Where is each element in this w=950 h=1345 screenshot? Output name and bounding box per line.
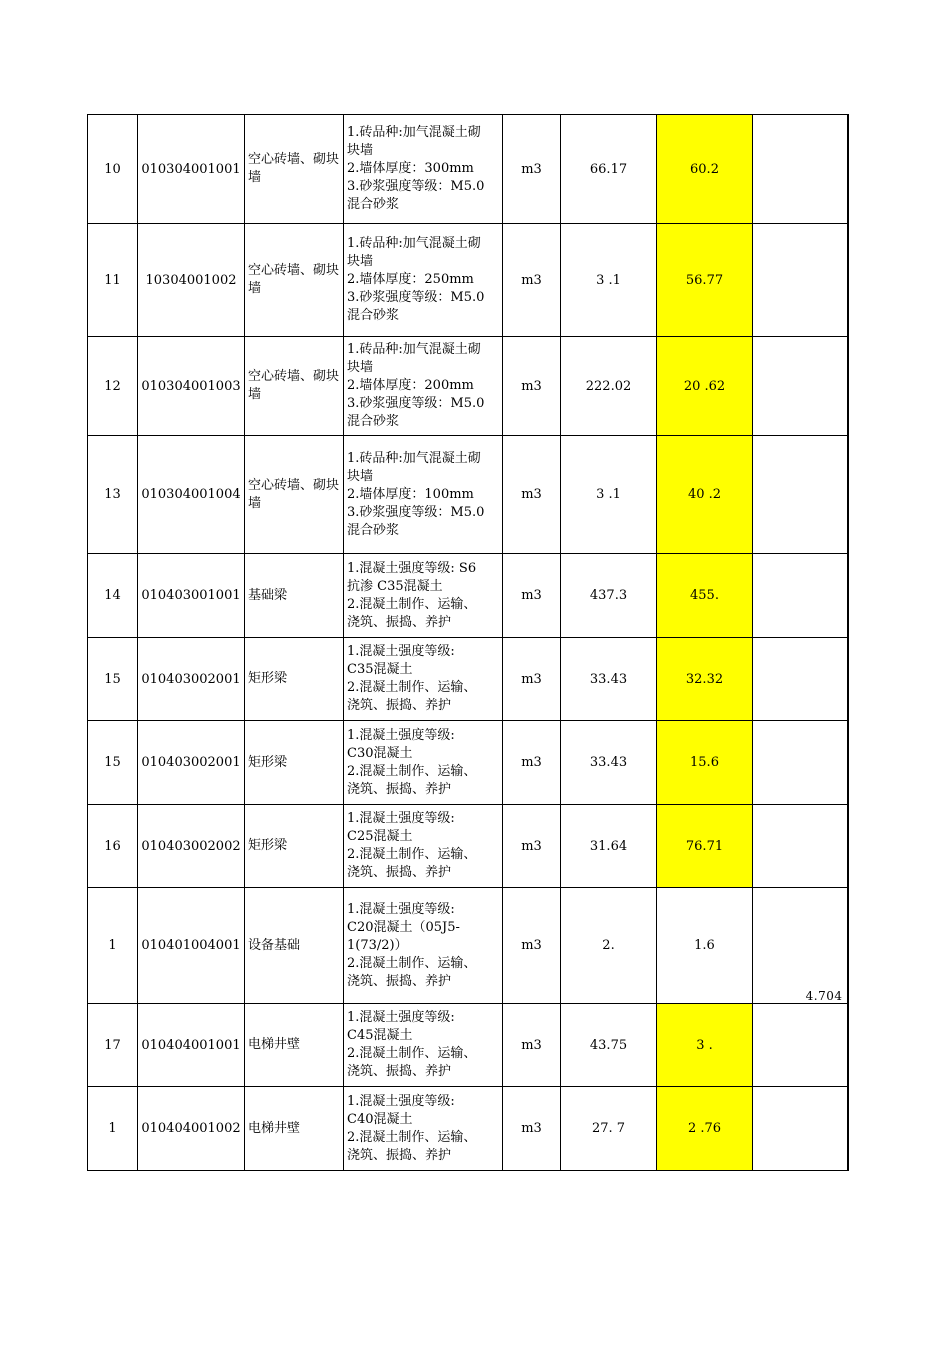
- unit-cell: m3: [503, 224, 561, 337]
- adjusted-quantity-cell: 455.: [657, 554, 753, 638]
- description-line: 2.混凝土制作、运输、: [347, 1129, 477, 1145]
- unit-cell: m3: [503, 638, 561, 721]
- quantities-table: [87, 114, 849, 1171]
- description-line: C35混凝土: [347, 662, 413, 677]
- item-name-cell: [245, 224, 344, 337]
- table-row: [88, 224, 848, 337]
- remark-cell: [753, 888, 848, 1004]
- description-line: 2.混凝土制作、运输、: [347, 763, 477, 779]
- table-row: [88, 337, 848, 436]
- item-code-cell: 010404001001: [138, 1004, 245, 1087]
- description-line: 1.混凝土强度等级: S6: [347, 560, 477, 576]
- unit-cell: m3: [503, 721, 561, 805]
- item-number-cell: 11: [88, 224, 138, 337]
- item-number-cell: 1: [88, 888, 138, 1004]
- remark-cell: [753, 1087, 848, 1171]
- description-line: 混合砂浆: [347, 197, 400, 212]
- table-row: [88, 115, 848, 224]
- item-name-cell: [245, 721, 344, 805]
- item-name-cell: [245, 115, 344, 224]
- remark-value: 4.704: [805, 989, 843, 1003]
- item-description-cell: [344, 721, 503, 805]
- adjusted-quantity-cell: 15.6: [657, 721, 753, 805]
- table-row: [88, 1087, 848, 1171]
- table-row: [88, 436, 848, 554]
- description-line: 1.混凝土强度等级:: [347, 1010, 455, 1025]
- unit-cell: m3: [503, 115, 561, 224]
- description-line: 2.墙体厚度：100mm: [347, 486, 474, 502]
- item-name-cell: [245, 1087, 344, 1171]
- description-line: 1.砖品种:加气混凝土砌: [347, 236, 481, 251]
- quantity-cell: 31.64: [561, 805, 657, 888]
- item-description-cell: [344, 436, 503, 554]
- item-name-cell: [245, 1004, 344, 1087]
- remark-cell: [753, 337, 848, 436]
- description-line: 1.混凝土强度等级:: [347, 901, 455, 917]
- description-line: C25混凝土: [347, 829, 413, 844]
- quantity-cell: 222.02: [561, 337, 657, 436]
- item-code-cell: 010403002001: [138, 638, 245, 721]
- table-row: [88, 888, 848, 1004]
- table-body: [88, 115, 848, 1171]
- item-number-cell: 1: [88, 1087, 138, 1171]
- description-line: C45混凝土: [347, 1028, 413, 1043]
- description-line: 浇筑、振捣、养护: [347, 614, 452, 630]
- item-name-cell: [245, 805, 344, 888]
- description-line: 1.混凝土强度等级:: [347, 644, 455, 659]
- description-line: 块墙: [347, 468, 374, 484]
- item-description-cell: [344, 638, 503, 721]
- remark-cell: [753, 721, 848, 805]
- remark-cell: [753, 224, 848, 337]
- description-line: 抗渗 C35混凝土: [347, 578, 443, 594]
- table-row: [88, 805, 848, 888]
- quantity-cell: 33.43: [561, 638, 657, 721]
- item-name-text: 空心砖墙、砌块墙: [248, 263, 340, 296]
- item-name-cell: [245, 554, 344, 638]
- description-line: 2.混凝土制作、运输、: [347, 955, 477, 971]
- description-line: 2.墙体厚度：250mm: [347, 272, 474, 287]
- item-name-text: 矩形梁: [248, 754, 288, 770]
- description-line: 混合砂浆: [347, 308, 400, 323]
- adjusted-quantity-cell: 2 .76: [657, 1087, 753, 1171]
- item-number-cell: 17: [88, 1004, 138, 1087]
- description-line: 3.砂浆强度等级：M5.0: [347, 179, 485, 194]
- adjusted-quantity-cell: 3 .: [657, 1004, 753, 1087]
- unit-cell: m3: [503, 1004, 561, 1087]
- description-line: 1.砖品种:加气混凝土砌: [347, 450, 481, 466]
- description-line: 浇筑、振捣、养护: [347, 973, 452, 989]
- unit-cell: m3: [503, 337, 561, 436]
- item-name-cell: [245, 337, 344, 436]
- description-line: C30混凝土: [347, 745, 413, 761]
- adjusted-quantity-cell: 1.6: [657, 888, 753, 1004]
- item-number-cell: 16: [88, 805, 138, 888]
- item-code-cell: 010403001001: [138, 554, 245, 638]
- item-name-text: 电梯井壁: [248, 1037, 301, 1052]
- item-name-cell: [245, 436, 344, 554]
- item-number-cell: 10: [88, 115, 138, 224]
- item-number-cell: 13: [88, 436, 138, 554]
- adjusted-quantity-cell: 56.77: [657, 224, 753, 337]
- item-description-cell: [344, 1004, 503, 1087]
- description-line: 混合砂浆: [347, 522, 400, 538]
- item-description-cell: [344, 224, 503, 337]
- remark-cell: [753, 805, 848, 888]
- item-code-cell: 010403002002: [138, 805, 245, 888]
- item-name-text: 基础梁: [248, 587, 288, 603]
- remark-cell: [753, 554, 848, 638]
- quantity-cell: 27. 7: [561, 1087, 657, 1171]
- item-name-cell: [245, 638, 344, 721]
- item-name-text: 电梯井壁: [248, 1120, 301, 1136]
- item-number-cell: 15: [88, 638, 138, 721]
- description-line: 浇筑、振捣、养护: [347, 1147, 452, 1163]
- item-name-text: 空心砖墙、砌块墙: [248, 477, 340, 511]
- description-line: 2.混凝土制作、运输、: [347, 1046, 477, 1061]
- description-line: 3.砂浆强度等级：M5.0: [347, 504, 485, 520]
- adjusted-quantity-cell: 40 .2: [657, 436, 753, 554]
- item-name-text: 空心砖墙、砌块墙: [248, 369, 340, 402]
- item-code-cell: 010404001002: [138, 1087, 245, 1171]
- table-row: [88, 554, 848, 638]
- description-line: 浇筑、振捣、养护: [347, 1064, 452, 1079]
- description-line: 1.砖品种:加气混凝土砌: [347, 125, 481, 140]
- item-number-cell: 15: [88, 721, 138, 805]
- unit-cell: m3: [503, 436, 561, 554]
- description-line: 3.砂浆强度等级：M5.0: [347, 396, 485, 411]
- adjusted-quantity-cell: 32.32: [657, 638, 753, 721]
- unit-cell: m3: [503, 888, 561, 1004]
- table-row: [88, 638, 848, 721]
- description-line: C20混凝土（05J5-: [347, 919, 460, 935]
- item-name-text: 空心砖墙、砌块墙: [248, 152, 340, 185]
- description-line: 浇筑、振捣、养护: [347, 781, 452, 797]
- description-line: 浇筑、振捣、养护: [347, 698, 452, 713]
- item-name-text: 矩形梁: [248, 671, 288, 686]
- quantity-cell: 3 .1: [561, 436, 657, 554]
- item-number-cell: 14: [88, 554, 138, 638]
- item-name-text: 设备基础: [248, 937, 301, 953]
- description-line: 块墙: [347, 254, 374, 269]
- bill-of-quantities-sheet: [87, 114, 847, 1171]
- quantity-cell: 43.75: [561, 1004, 657, 1087]
- item-number-cell: 12: [88, 337, 138, 436]
- description-line: 2.混凝土制作、运输、: [347, 847, 477, 862]
- adjusted-quantity-cell: 60.2: [657, 115, 753, 224]
- item-name-cell: [245, 888, 344, 1004]
- description-line: C40混凝土: [347, 1111, 413, 1127]
- item-code-cell: 10304001002: [138, 224, 245, 337]
- unit-cell: m3: [503, 554, 561, 638]
- quantity-cell: 437.3: [561, 554, 657, 638]
- description-line: 1.混凝土强度等级:: [347, 727, 455, 743]
- item-code-cell: 010304001003: [138, 337, 245, 436]
- quantity-cell: 3 .1: [561, 224, 657, 337]
- unit-cell: m3: [503, 1087, 561, 1171]
- item-code-cell: 010304001004: [138, 436, 245, 554]
- item-description-cell: [344, 805, 503, 888]
- unit-cell: m3: [503, 805, 561, 888]
- table-row: [88, 721, 848, 805]
- adjusted-quantity-cell: 20 .62: [657, 337, 753, 436]
- item-name-text: 矩形梁: [248, 838, 288, 853]
- quantity-cell: 2.: [561, 888, 657, 1004]
- item-code-cell: 010304001001: [138, 115, 245, 224]
- description-line: 1(73/2)）: [347, 937, 408, 953]
- description-line: 2.混凝土制作、运输、: [347, 680, 477, 695]
- item-description-cell: [344, 1087, 503, 1171]
- item-description-cell: [344, 888, 503, 1004]
- quantity-cell: 33.43: [561, 721, 657, 805]
- item-code-cell: 010401004001: [138, 888, 245, 1004]
- description-line: 2.墙体厚度：300mm: [347, 161, 474, 176]
- description-line: 块墙: [347, 360, 374, 375]
- description-line: 浇筑、振捣、养护: [347, 865, 452, 880]
- description-line: 混合砂浆: [347, 414, 400, 429]
- description-line: 块墙: [347, 143, 374, 158]
- adjusted-quantity-cell: 76.71: [657, 805, 753, 888]
- description-line: 1.砖品种:加气混凝土砌: [347, 342, 481, 357]
- remark-cell: [753, 638, 848, 721]
- quantity-cell: 66.17: [561, 115, 657, 224]
- item-description-cell: [344, 115, 503, 224]
- description-line: 3.砂浆强度等级：M5.0: [347, 290, 485, 305]
- description-line: 2.混凝土制作、运输、: [347, 596, 477, 612]
- description-line: 2.墙体厚度：200mm: [347, 378, 474, 393]
- item-code-cell: 010403002001: [138, 721, 245, 805]
- remark-cell: [753, 115, 848, 224]
- table-row: [88, 1004, 848, 1087]
- description-line: 1.混凝土强度等级:: [347, 1093, 455, 1109]
- remark-cell: [753, 1004, 848, 1087]
- item-description-cell: [344, 554, 503, 638]
- remark-cell: [753, 436, 848, 554]
- item-description-cell: [344, 337, 503, 436]
- description-line: 1.混凝土强度等级:: [347, 811, 455, 826]
